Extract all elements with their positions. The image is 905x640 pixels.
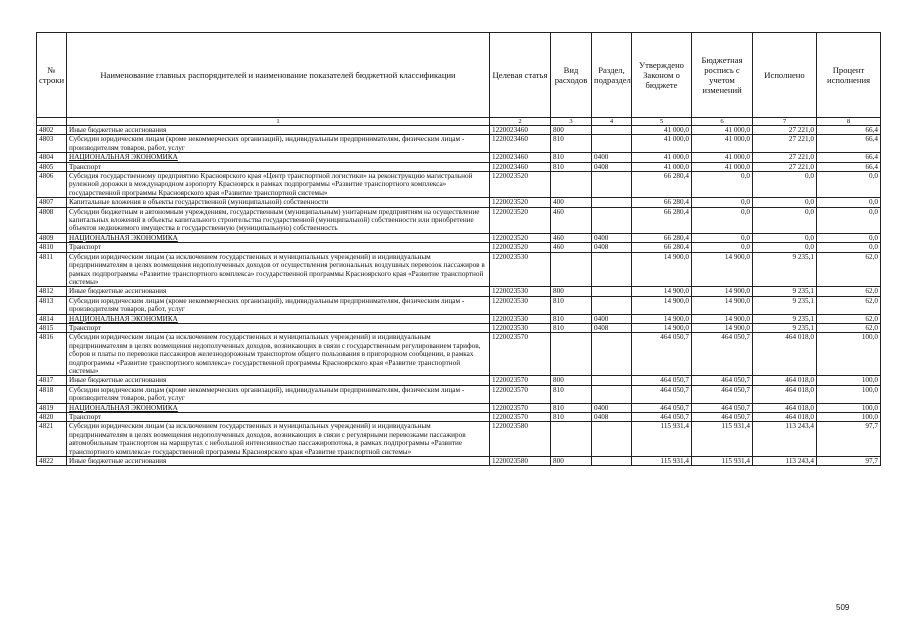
row-section	[592, 207, 632, 233]
row-executed-amount: 27 221,0	[753, 162, 817, 171]
row-target-article: 1220023570	[490, 413, 551, 422]
row-name: Транспорт	[67, 323, 490, 332]
row-executed-amount: 464 018,0	[753, 376, 817, 385]
row-section	[592, 457, 632, 466]
row-target-article: 1220023460	[490, 126, 551, 135]
row-expense-type: 810	[551, 296, 592, 314]
row-executed-amount: 9 235,1	[753, 323, 817, 332]
row-number: 4820	[37, 413, 67, 422]
row-target-article: 1220023570	[490, 385, 551, 403]
table-row	[37, 287, 881, 296]
row-target-article: 1220023530	[490, 287, 551, 296]
row-approved-amount: 41 000,0	[632, 162, 692, 171]
budget-table	[36, 32, 881, 466]
row-expense-type: 810	[551, 385, 592, 403]
row-number: 4822	[37, 457, 67, 466]
row-budget-list-amount: 14 900,0	[692, 314, 753, 323]
row-section: 0400	[592, 314, 632, 323]
row-expense-type: 810	[551, 162, 592, 171]
table-row	[37, 403, 881, 412]
row-number: 4804	[37, 153, 67, 162]
table-row	[37, 252, 881, 287]
row-section: 0408	[592, 413, 632, 422]
row-execution-percent: 62,0	[817, 323, 881, 332]
row-number: 4818	[37, 385, 67, 403]
page-number: 509	[836, 603, 850, 612]
row-section	[592, 376, 632, 385]
row-budget-list-amount: 41 000,0	[692, 162, 753, 171]
row-name: Транспорт	[67, 413, 490, 422]
row-approved-amount: 464 050,7	[632, 403, 692, 412]
row-budget-list-amount: 14 900,0	[692, 287, 753, 296]
row-approved-amount: 115 931,4	[632, 457, 692, 466]
row-executed-amount: 464 018,0	[753, 413, 817, 422]
row-approved-amount: 66 280,4	[632, 207, 692, 233]
row-budget-list-amount: 464 050,7	[692, 376, 753, 385]
header-vid: Вид расходов	[551, 33, 592, 118]
row-executed-amount: 9 235,1	[753, 314, 817, 323]
row-expense-type: 400	[551, 198, 592, 207]
budget-sheet	[36, 32, 880, 466]
row-expense-type: 810	[551, 403, 592, 412]
row-execution-percent: 100,0	[817, 403, 881, 412]
row-expense-type: 460	[551, 243, 592, 252]
row-section	[592, 385, 632, 403]
header-razdel: Раздел, подраздел	[592, 33, 632, 118]
table-row	[37, 413, 881, 422]
table-row	[37, 333, 881, 376]
row-section	[592, 252, 632, 287]
row-target-article: 1220023580	[490, 422, 551, 457]
row-budget-list-amount: 0,0	[692, 243, 753, 252]
row-execution-percent: 66,4	[817, 126, 881, 135]
column-number-row	[37, 118, 881, 126]
row-budget-list-amount: 464 050,7	[692, 413, 753, 422]
row-expense-type: 460	[551, 233, 592, 242]
row-budget-list-amount: 14 900,0	[692, 252, 753, 287]
row-execution-percent: 0,0	[817, 198, 881, 207]
row-name: НАЦИОНАЛЬНАЯ ЭКОНОМИКА	[67, 233, 490, 242]
row-expense-type	[551, 252, 592, 287]
row-execution-percent: 62,0	[817, 296, 881, 314]
row-approved-amount: 464 050,7	[632, 385, 692, 403]
row-name: Иные бюджетные ассигнования	[67, 287, 490, 296]
table-row	[37, 172, 881, 198]
row-approved-amount: 66 280,4	[632, 243, 692, 252]
row-expense-type: 800	[551, 457, 592, 466]
row-target-article: 1220023460	[490, 162, 551, 171]
row-number: 4819	[37, 403, 67, 412]
row-approved-amount: 66 280,4	[632, 172, 692, 198]
row-expense-type	[551, 422, 592, 457]
column-number	[37, 118, 67, 126]
row-execution-percent: 100,0	[817, 333, 881, 376]
row-approved-amount: 66 280,4	[632, 198, 692, 207]
table-row	[37, 323, 881, 332]
row-executed-amount: 464 018,0	[753, 403, 817, 412]
table-row	[37, 422, 881, 457]
column-number: 2	[490, 118, 551, 126]
row-approved-amount: 14 900,0	[632, 296, 692, 314]
row-number: 4821	[37, 422, 67, 457]
table-row	[37, 233, 881, 242]
row-target-article: 1220023520	[490, 243, 551, 252]
row-target-article: 1220023530	[490, 314, 551, 323]
row-budget-list-amount: 14 900,0	[692, 323, 753, 332]
row-execution-percent: 62,0	[817, 287, 881, 296]
row-approved-amount: 14 900,0	[632, 314, 692, 323]
row-executed-amount: 0,0	[753, 233, 817, 242]
row-section	[592, 198, 632, 207]
row-name: Субсидии юридическим лицам (кроме некоммерческих организаций), индивидуальным предпринимателям, физическим лицам - производителям товаров, работ, услуг	[67, 385, 490, 403]
row-expense-type: 810	[551, 314, 592, 323]
row-number: 4802	[37, 126, 67, 135]
row-execution-percent: 0,0	[817, 243, 881, 252]
row-section	[592, 333, 632, 376]
row-number: 4806	[37, 172, 67, 198]
row-target-article: 1220023570	[490, 376, 551, 385]
row-expense-type: 800	[551, 376, 592, 385]
table-row	[37, 457, 881, 466]
row-target-article: 1220023530	[490, 252, 551, 287]
row-execution-percent: 0,0	[817, 207, 881, 233]
row-name: НАЦИОНАЛЬНАЯ ЭКОНОМИКА	[67, 314, 490, 323]
row-approved-amount: 14 900,0	[632, 252, 692, 287]
row-execution-percent: 97,7	[817, 422, 881, 457]
table-row	[37, 162, 881, 171]
row-executed-amount: 27 221,0	[753, 153, 817, 162]
row-name: Субсидии юридическим лицам (за исключением государственных и муниципальных учреждений) и индивидуальным предпринимателям в целях возмещения недополученных доходов от осуществления региональных воздушных перевозок пассажиров в рамках подпрограммы «Развитие транспортного комплекса» государственной программы Красноярского края «Развитие транспортной системы»	[67, 252, 490, 287]
table-row	[37, 198, 881, 207]
row-target-article: 1220023570	[490, 333, 551, 376]
row-approved-amount: 66 280,4	[632, 233, 692, 242]
row-budget-list-amount: 0,0	[692, 207, 753, 233]
row-number: 4805	[37, 162, 67, 171]
row-name: Иные бюджетные ассигнования	[67, 376, 490, 385]
header-row-no: № строки	[37, 33, 67, 118]
row-approved-amount: 464 050,7	[632, 333, 692, 376]
column-number: 1	[67, 118, 490, 126]
row-name: Субсидии юридическим лицам (за исключением государственных и муниципальных учреждений) и индивидуальным предпринимателям в целях возмещения недополученных доходов, возникающих в связи с регулярными перевозками пассажиров автомобильным транспортом на маршрутах с небольшой интенсивностью пассажиропотока, в рамках подпрограммы «Развитие транспортного комплекса» государственной программы Красноярского края «Развитие транспортной системы»	[67, 422, 490, 457]
row-section: 0400	[592, 233, 632, 242]
row-number: 4813	[37, 296, 67, 314]
row-section	[592, 422, 632, 457]
row-section	[592, 296, 632, 314]
row-section	[592, 172, 632, 198]
row-name: НАЦИОНАЛЬНАЯ ЭКОНОМИКА	[67, 403, 490, 412]
row-number: 4816	[37, 333, 67, 376]
table-row	[37, 376, 881, 385]
row-budget-list-amount: 115 931,4	[692, 422, 753, 457]
column-number: 7	[753, 118, 817, 126]
row-number: 4809	[37, 233, 67, 242]
header-budget-list: Бюджетная роспись с учетом изменений	[692, 33, 753, 118]
table-row	[37, 135, 881, 153]
row-executed-amount: 27 221,0	[753, 126, 817, 135]
row-approved-amount: 115 931,4	[632, 422, 692, 457]
row-name: Транспорт	[67, 243, 490, 252]
table-body	[37, 126, 881, 466]
header-percent: Процент исполнения	[817, 33, 881, 118]
row-expense-type: 810	[551, 413, 592, 422]
row-budget-list-amount: 0,0	[692, 172, 753, 198]
row-execution-percent: 100,0	[817, 413, 881, 422]
table-row	[37, 207, 881, 233]
row-target-article: 1220023580	[490, 457, 551, 466]
row-budget-list-amount: 464 050,7	[692, 385, 753, 403]
column-number: 5	[632, 118, 692, 126]
row-executed-amount: 0,0	[753, 172, 817, 198]
row-execution-percent: 100,0	[817, 376, 881, 385]
row-executed-amount: 0,0	[753, 243, 817, 252]
row-name: НАЦИОНАЛЬНАЯ ЭКОНОМИКА	[67, 153, 490, 162]
row-number: 4814	[37, 314, 67, 323]
row-expense-type	[551, 333, 592, 376]
row-execution-percent: 66,4	[817, 153, 881, 162]
row-execution-percent: 97,7	[817, 457, 881, 466]
row-name: Иные бюджетные ассигнования	[67, 126, 490, 135]
row-name: Транспорт	[67, 162, 490, 171]
row-budget-list-amount: 41 000,0	[692, 126, 753, 135]
row-expense-type	[551, 172, 592, 198]
table-row	[37, 153, 881, 162]
table-row	[37, 296, 881, 314]
row-executed-amount: 113 243,4	[753, 422, 817, 457]
row-section: 0408	[592, 162, 632, 171]
row-name: Субсидии юридическим лицам (за исключением государственных и муниципальных учреждений) и индивидуальным предпринимателям в целях возмещения недополученных доходов, возникающих в связи с государственным регулированием тарифов, сборов и платы по перевозки пассажиров железнодорожным транспортом общего пользования в пригородном сообщении, в рамках подпрограммы «Развитие транспортного комплекса» государственной программы Красноярского края «Развитие транспортной системы»	[67, 333, 490, 376]
table-row	[37, 243, 881, 252]
row-target-article: 1220023460	[490, 153, 551, 162]
row-expense-type: 810	[551, 135, 592, 153]
row-budget-list-amount: 0,0	[692, 198, 753, 207]
row-expense-type: 810	[551, 323, 592, 332]
row-approved-amount: 464 050,7	[632, 376, 692, 385]
row-number: 4810	[37, 243, 67, 252]
row-target-article: 1220023570	[490, 403, 551, 412]
column-number: 4	[592, 118, 632, 126]
row-section	[592, 135, 632, 153]
row-execution-percent: 66,4	[817, 162, 881, 171]
row-execution-percent: 62,0	[817, 252, 881, 287]
row-budget-list-amount: 41 000,0	[692, 153, 753, 162]
row-budget-list-amount: 41 000,0	[692, 135, 753, 153]
row-execution-percent: 100,0	[817, 385, 881, 403]
row-section: 0408	[592, 323, 632, 332]
row-expense-type: 800	[551, 287, 592, 296]
row-executed-amount: 464 018,0	[753, 385, 817, 403]
row-name: Капитальные вложения в объекты государственной (муниципальной) собственности	[67, 198, 490, 207]
row-section: 0408	[592, 243, 632, 252]
row-section: 0400	[592, 153, 632, 162]
row-execution-percent: 0,0	[817, 172, 881, 198]
row-number: 4808	[37, 207, 67, 233]
row-approved-amount: 41 000,0	[632, 135, 692, 153]
header-executed: Исполнено	[753, 33, 817, 118]
header-approved: Утверждено Законом о бюджете	[632, 33, 692, 118]
row-executed-amount: 464 018,0	[753, 333, 817, 376]
row-section	[592, 126, 632, 135]
table-row	[37, 385, 881, 403]
row-number: 4803	[37, 135, 67, 153]
row-budget-list-amount: 464 050,7	[692, 403, 753, 412]
header-row	[37, 33, 881, 118]
row-executed-amount: 0,0	[753, 198, 817, 207]
table-row	[37, 126, 881, 135]
row-approved-amount: 14 900,0	[632, 323, 692, 332]
row-approved-amount: 41 000,0	[632, 126, 692, 135]
row-target-article: 1220023520	[490, 207, 551, 233]
row-budget-list-amount: 14 900,0	[692, 296, 753, 314]
header-target: Целевая статья	[490, 33, 551, 118]
row-executed-amount: 113 243,4	[753, 457, 817, 466]
row-executed-amount: 27 221,0	[753, 135, 817, 153]
row-section: 0400	[592, 403, 632, 412]
header-name: Наименование главных распорядителей и наименование показателей бюджетной классификации	[67, 33, 490, 118]
row-executed-amount: 9 235,1	[753, 287, 817, 296]
row-name: Субсидии юридическим лицам (кроме некоммерческих организаций), индивидуальным предпринимателям, физическим лицам - производителям товаров, работ, услуг	[67, 296, 490, 314]
row-section	[592, 287, 632, 296]
row-approved-amount: 41 000,0	[632, 153, 692, 162]
row-approved-amount: 14 900,0	[632, 287, 692, 296]
table-row	[37, 314, 881, 323]
row-number: 4815	[37, 323, 67, 332]
row-executed-amount: 9 235,1	[753, 296, 817, 314]
row-target-article: 1220023520	[490, 198, 551, 207]
row-approved-amount: 464 050,7	[632, 413, 692, 422]
row-execution-percent: 0,0	[817, 233, 881, 242]
row-target-article: 1220023520	[490, 233, 551, 242]
row-expense-type: 810	[551, 153, 592, 162]
column-number: 8	[817, 118, 881, 126]
row-name: Иные бюджетные ассигнования	[67, 457, 490, 466]
column-number: 3	[551, 118, 592, 126]
row-number: 4812	[37, 287, 67, 296]
column-number: 6	[692, 118, 753, 126]
row-executed-amount: 0,0	[753, 207, 817, 233]
row-budget-list-amount: 0,0	[692, 233, 753, 242]
row-target-article: 1220023460	[490, 135, 551, 153]
row-target-article: 1220023520	[490, 172, 551, 198]
row-budget-list-amount: 115 931,4	[692, 457, 753, 466]
row-name: Субсидии бюджетным и автономным учреждениям, государственным (муниципальным) унитарным предприятиям на осуществление капитальных вложений в объекты капитального строительства государственной (муниципальной) собственности или приобретение объектов недвижимого имущества в государственную (муниципальную) собственность	[67, 207, 490, 233]
row-execution-percent: 62,0	[817, 314, 881, 323]
row-number: 4817	[37, 376, 67, 385]
row-name: Субсидии юридическим лицам (кроме некоммерческих организаций), индивидуальным предпринимателям, физическим лицам - производителям товаров, работ, услуг	[67, 135, 490, 153]
row-number: 4811	[37, 252, 67, 287]
row-target-article: 1220023530	[490, 323, 551, 332]
row-expense-type: 800	[551, 126, 592, 135]
row-budget-list-amount: 464 050,7	[692, 333, 753, 376]
row-number: 4807	[37, 198, 67, 207]
row-expense-type: 460	[551, 207, 592, 233]
row-execution-percent: 66,4	[817, 135, 881, 153]
row-name: Субсидия государственному предприятию Красноярского края «Центр транспортной логистики» на реконструкцию магистральной рулежной дорожки в международном аэропорту Красноярск в рамках подпрограммы «Развитие транспортного комплекса» государственной программы Красноярского края «Развитие транспортной системы»	[67, 172, 490, 198]
row-executed-amount: 9 235,1	[753, 252, 817, 287]
row-target-article: 1220023530	[490, 296, 551, 314]
